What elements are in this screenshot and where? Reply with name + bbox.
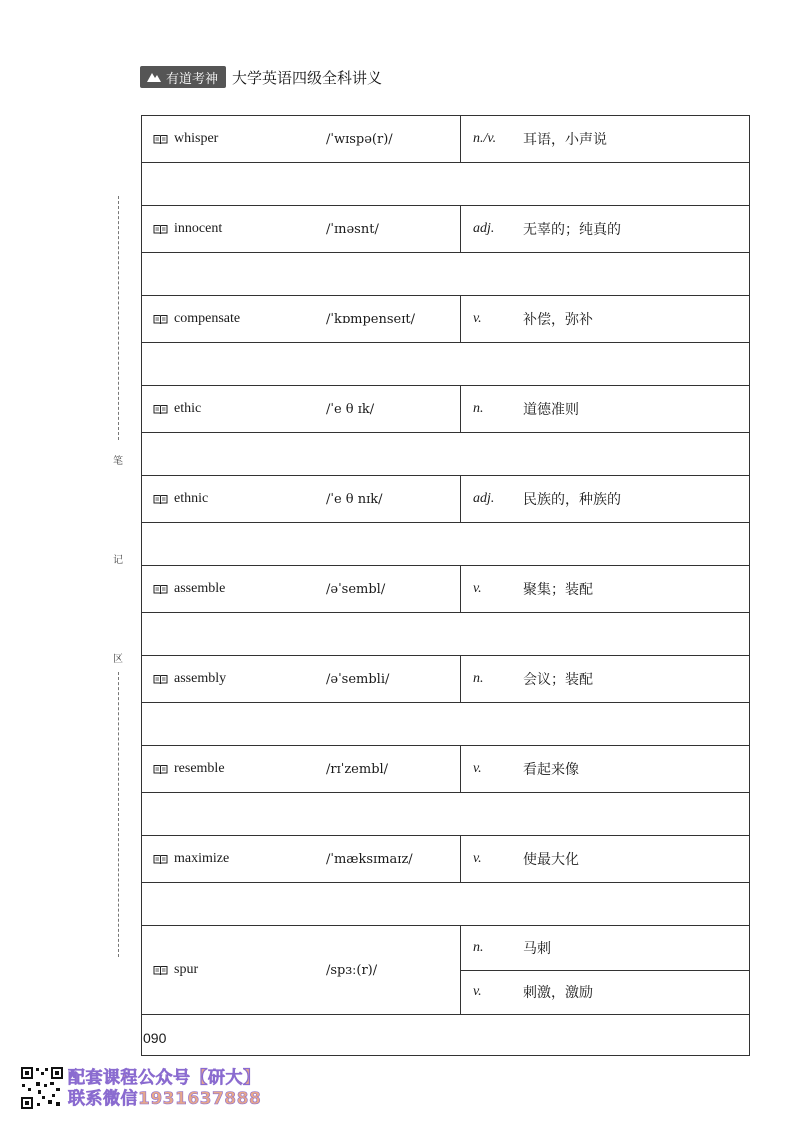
note-row <box>142 613 749 656</box>
book-icon <box>153 134 168 145</box>
note-row <box>142 703 749 746</box>
note-area-label-3: 区 <box>113 654 123 665</box>
promo-line-1: 配套课程公众号【研大】 <box>68 1068 261 1088</box>
note-row <box>142 793 749 836</box>
meaning: 看起来像 <box>523 762 579 778</box>
sense <box>461 296 749 342</box>
part-of-speech: v. <box>473 311 482 326</box>
book-icon <box>153 764 168 775</box>
book-icon <box>153 674 168 685</box>
note-row <box>142 433 749 476</box>
sense <box>461 746 749 792</box>
word: compensate <box>174 311 241 326</box>
vocab-entry <box>142 746 749 793</box>
meaning: 聚集；装配 <box>523 582 593 598</box>
vocab-entry <box>142 656 749 703</box>
word: ethic <box>174 401 202 416</box>
note-area-divider-top <box>118 196 119 440</box>
meaning-cell <box>461 746 749 792</box>
book-icon <box>153 404 168 415</box>
promo-banner <box>68 1068 261 1110</box>
meaning: 会议；装配 <box>523 672 593 688</box>
sense <box>461 386 749 432</box>
vocabulary-table <box>141 115 750 1056</box>
word-cell <box>142 296 461 342</box>
qr-code-icon <box>20 1066 64 1110</box>
page-header <box>140 64 382 90</box>
phonetic: /rɪˈzembl/ <box>326 761 389 777</box>
part-of-speech: v. <box>473 984 482 1000</box>
note-area-label-2: 记 <box>113 555 123 566</box>
sense <box>461 206 749 252</box>
note-area-divider-bottom <box>118 672 119 957</box>
brand-badge <box>140 66 226 88</box>
vocab-entry <box>142 476 749 523</box>
sense <box>461 656 749 702</box>
vocab-entry <box>142 296 749 343</box>
vocab-entry <box>142 926 749 1015</box>
word: whisper <box>174 131 219 146</box>
brand-logo-icon <box>146 70 162 84</box>
sense <box>461 476 749 522</box>
phonetic: /əˈsembl/ <box>326 581 386 597</box>
word-cell <box>142 926 461 1014</box>
phonetic: /spɜː(r)/ <box>326 962 378 978</box>
sense <box>461 970 749 1015</box>
meaning-cell <box>461 566 749 612</box>
meaning: 无辜的；纯真的 <box>523 222 621 238</box>
vocab-entry <box>142 386 749 433</box>
part-of-speech: adj. <box>473 491 495 506</box>
phonetic: /ˈɪnəsnt/ <box>326 221 379 237</box>
part-of-speech: n./v. <box>473 131 497 146</box>
meaning-cell <box>461 656 749 702</box>
part-of-speech: n. <box>473 401 484 416</box>
note-row <box>142 523 749 566</box>
meaning: 道德准则 <box>523 402 579 418</box>
word: assembly <box>174 671 227 686</box>
meaning-cell <box>461 296 749 342</box>
part-of-speech: v. <box>473 581 482 596</box>
note-row <box>142 253 749 296</box>
part-of-speech: n. <box>473 939 484 955</box>
phonetic: /ˈe θ nɪk/ <box>326 491 383 507</box>
meaning: 马刺 <box>523 940 551 957</box>
book-title: 大学英语四级全科讲义 <box>232 68 383 87</box>
word: maximize <box>174 851 230 866</box>
word-cell <box>142 116 461 162</box>
word: assemble <box>174 581 226 596</box>
sense <box>461 116 749 162</box>
page-number: 090 <box>143 1030 167 1046</box>
note-row <box>142 343 749 386</box>
vocab-entry <box>142 566 749 613</box>
word-cell <box>142 566 461 612</box>
meaning-cell <box>461 116 749 162</box>
meaning: 补偿，弥补 <box>523 312 593 328</box>
phonetic: /əˈsembli/ <box>326 671 390 687</box>
sense <box>461 566 749 612</box>
meaning-cell <box>461 836 749 882</box>
part-of-speech: v. <box>473 761 482 776</box>
book-icon <box>153 494 168 505</box>
part-of-speech: v. <box>473 851 482 866</box>
sense <box>461 926 749 970</box>
word-cell <box>142 476 461 522</box>
phonetic: /ˈe θ ɪk/ <box>326 401 375 417</box>
sense <box>461 836 749 882</box>
brand-name: 有道考神 <box>166 71 219 87</box>
meaning: 耳语，小声说 <box>523 132 607 148</box>
phonetic: /ˈkɒmpenseɪt/ <box>326 311 415 327</box>
word: resemble <box>174 761 225 776</box>
meaning: 刺激，激励 <box>523 985 593 1002</box>
word: spur <box>174 962 199 977</box>
note-row <box>142 883 749 926</box>
part-of-speech: adj. <box>473 221 495 236</box>
word: ethnic <box>174 491 209 506</box>
note-row <box>142 163 749 206</box>
vocab-entry <box>142 836 749 883</box>
vocab-entry <box>142 116 749 163</box>
book-icon <box>153 854 168 865</box>
word-cell <box>142 836 461 882</box>
vocab-entry <box>142 206 749 253</box>
meaning-cell <box>461 206 749 252</box>
meaning-cell <box>461 476 749 522</box>
word-cell <box>142 386 461 432</box>
word-cell <box>142 746 461 792</box>
word-cell <box>142 206 461 252</box>
meaning-cell <box>461 926 749 1014</box>
note-area-label-1: 笔 <box>113 456 123 467</box>
promo-line-2: 联系微信1931637888 <box>68 1089 262 1109</box>
meaning: 民族的，种族的 <box>523 492 621 508</box>
book-icon <box>153 314 168 325</box>
word-cell <box>142 656 461 702</box>
phonetic: /ˈmæksɪmaɪz/ <box>326 851 413 867</box>
book-icon <box>153 224 168 235</box>
phonetic: /ˈwɪspə(r)/ <box>326 131 393 147</box>
meaning-cell <box>461 386 749 432</box>
book-icon <box>153 965 168 976</box>
meaning: 使最大化 <box>523 852 579 868</box>
part-of-speech: n. <box>473 671 484 686</box>
word: innocent <box>174 221 223 236</box>
book-icon <box>153 584 168 595</box>
note-row <box>142 1015 749 1056</box>
